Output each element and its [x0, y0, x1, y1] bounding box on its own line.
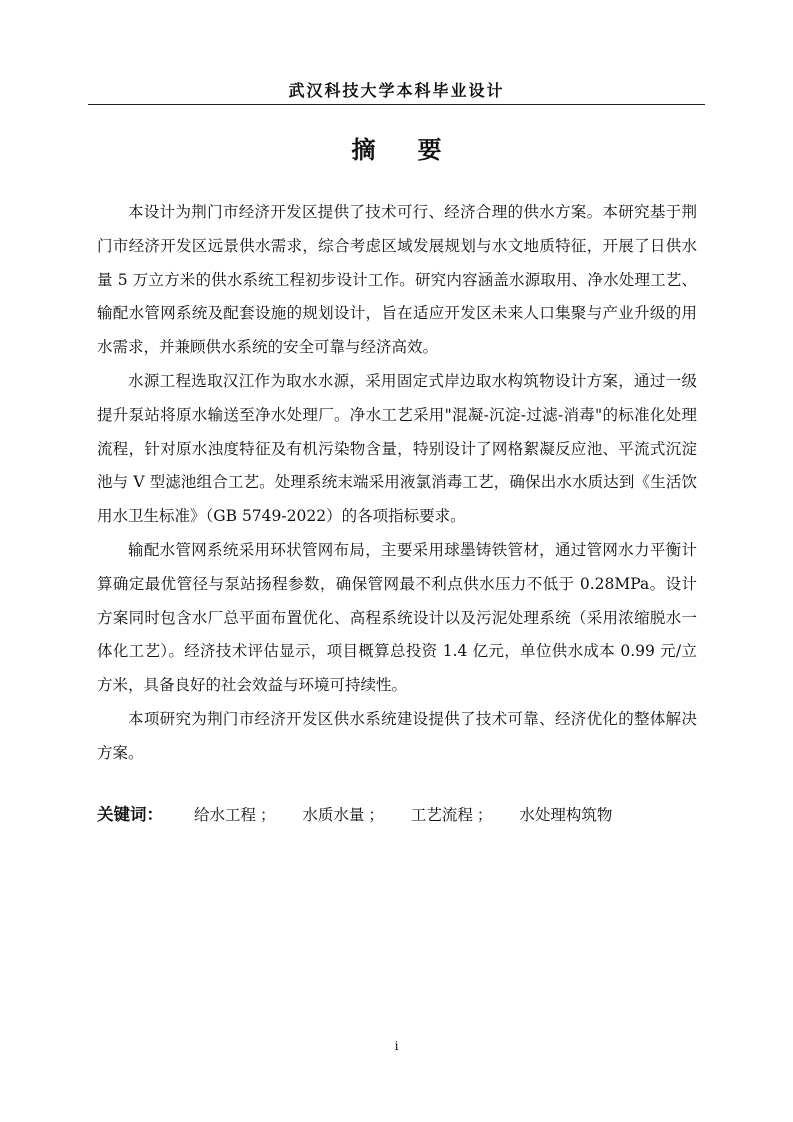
abstract-paragraph-3: 输配水管网系统采用环状管网布局，主要采用球墨铸铁管材，通过管网水力平衡计算确定最优管径与泵站扬程参数，确保管网最不利点供水压力不低于 0.28MPa。设计方案同时包含水厂总平面布置优化、高程系统设计以及污泥处理系统（采用浓缩脱水一体化工艺）。经济技术评估显示，项目概算总投资 1.4 亿元，单位供水成本 0.99 元/立方米，具备良好的社会效益与环境可持续性。	[97, 540, 697, 695]
keyword-separator: ；	[368, 806, 384, 824]
keyword-item: 工艺流程	[410, 806, 473, 824]
abstract-body	[97, 196, 697, 771]
abstract-paragraph-4: 本项研究为荆门市经济开发区供水系统建设提供了技术可靠、经济优化的整体解决方案。	[97, 709, 697, 762]
keyword-separator: ；	[476, 806, 493, 824]
header-rule	[88, 104, 705, 105]
keyword-separator: ；	[259, 806, 276, 824]
keywords-line	[97, 800, 697, 830]
abstract-paragraph-2: 水源工程选取汉江作为取水水源，采用固定式岸边取水构筑物设计方案，通过一级提升泵站将原水输送至净水处理厂。净水工艺采用"混凝-沉淀-过滤-消毒"的标准化处理流程，针对原水浊度特征及有机污染物含量，特别设计了网格絮凝反应池、平流式沉淀池与 V 型滤池组合工艺。处理系统末端采用液氯消毒工艺，确保出水水质达到《生活饮用水卫生标准》（GB 5749-2022）的各项指标要求。	[97, 371, 697, 526]
running-header: 武汉科技大学本科毕业设计	[288, 81, 505, 100]
keyword-item: 水质水量	[302, 806, 365, 824]
keywords-label: 关键词：	[97, 805, 163, 824]
page-number: i	[394, 1039, 399, 1053]
keyword-item: 给水工程	[193, 806, 256, 824]
keyword-item: 水处理构筑物	[519, 806, 613, 824]
abstract-title: 摘要	[351, 136, 484, 164]
abstract-paragraph-1: 本设计为荆门市经济开发区提供了技术可行、经济合理的供水方案。本研究基于荆门市经济开发区远景供水需求，综合考虑区域发展规划与水文地质特征，开展了日供水量 5 万立方米的供水系统工程初步设计工作。研究内容涵盖水源取用、净水处理工艺、输配水管网系统及配套设施的规划设计，旨在适应开发区未来人口集聚与产业升级的用水需求，并兼顾供水系统的安全可靠与经济高效。	[97, 203, 697, 357]
